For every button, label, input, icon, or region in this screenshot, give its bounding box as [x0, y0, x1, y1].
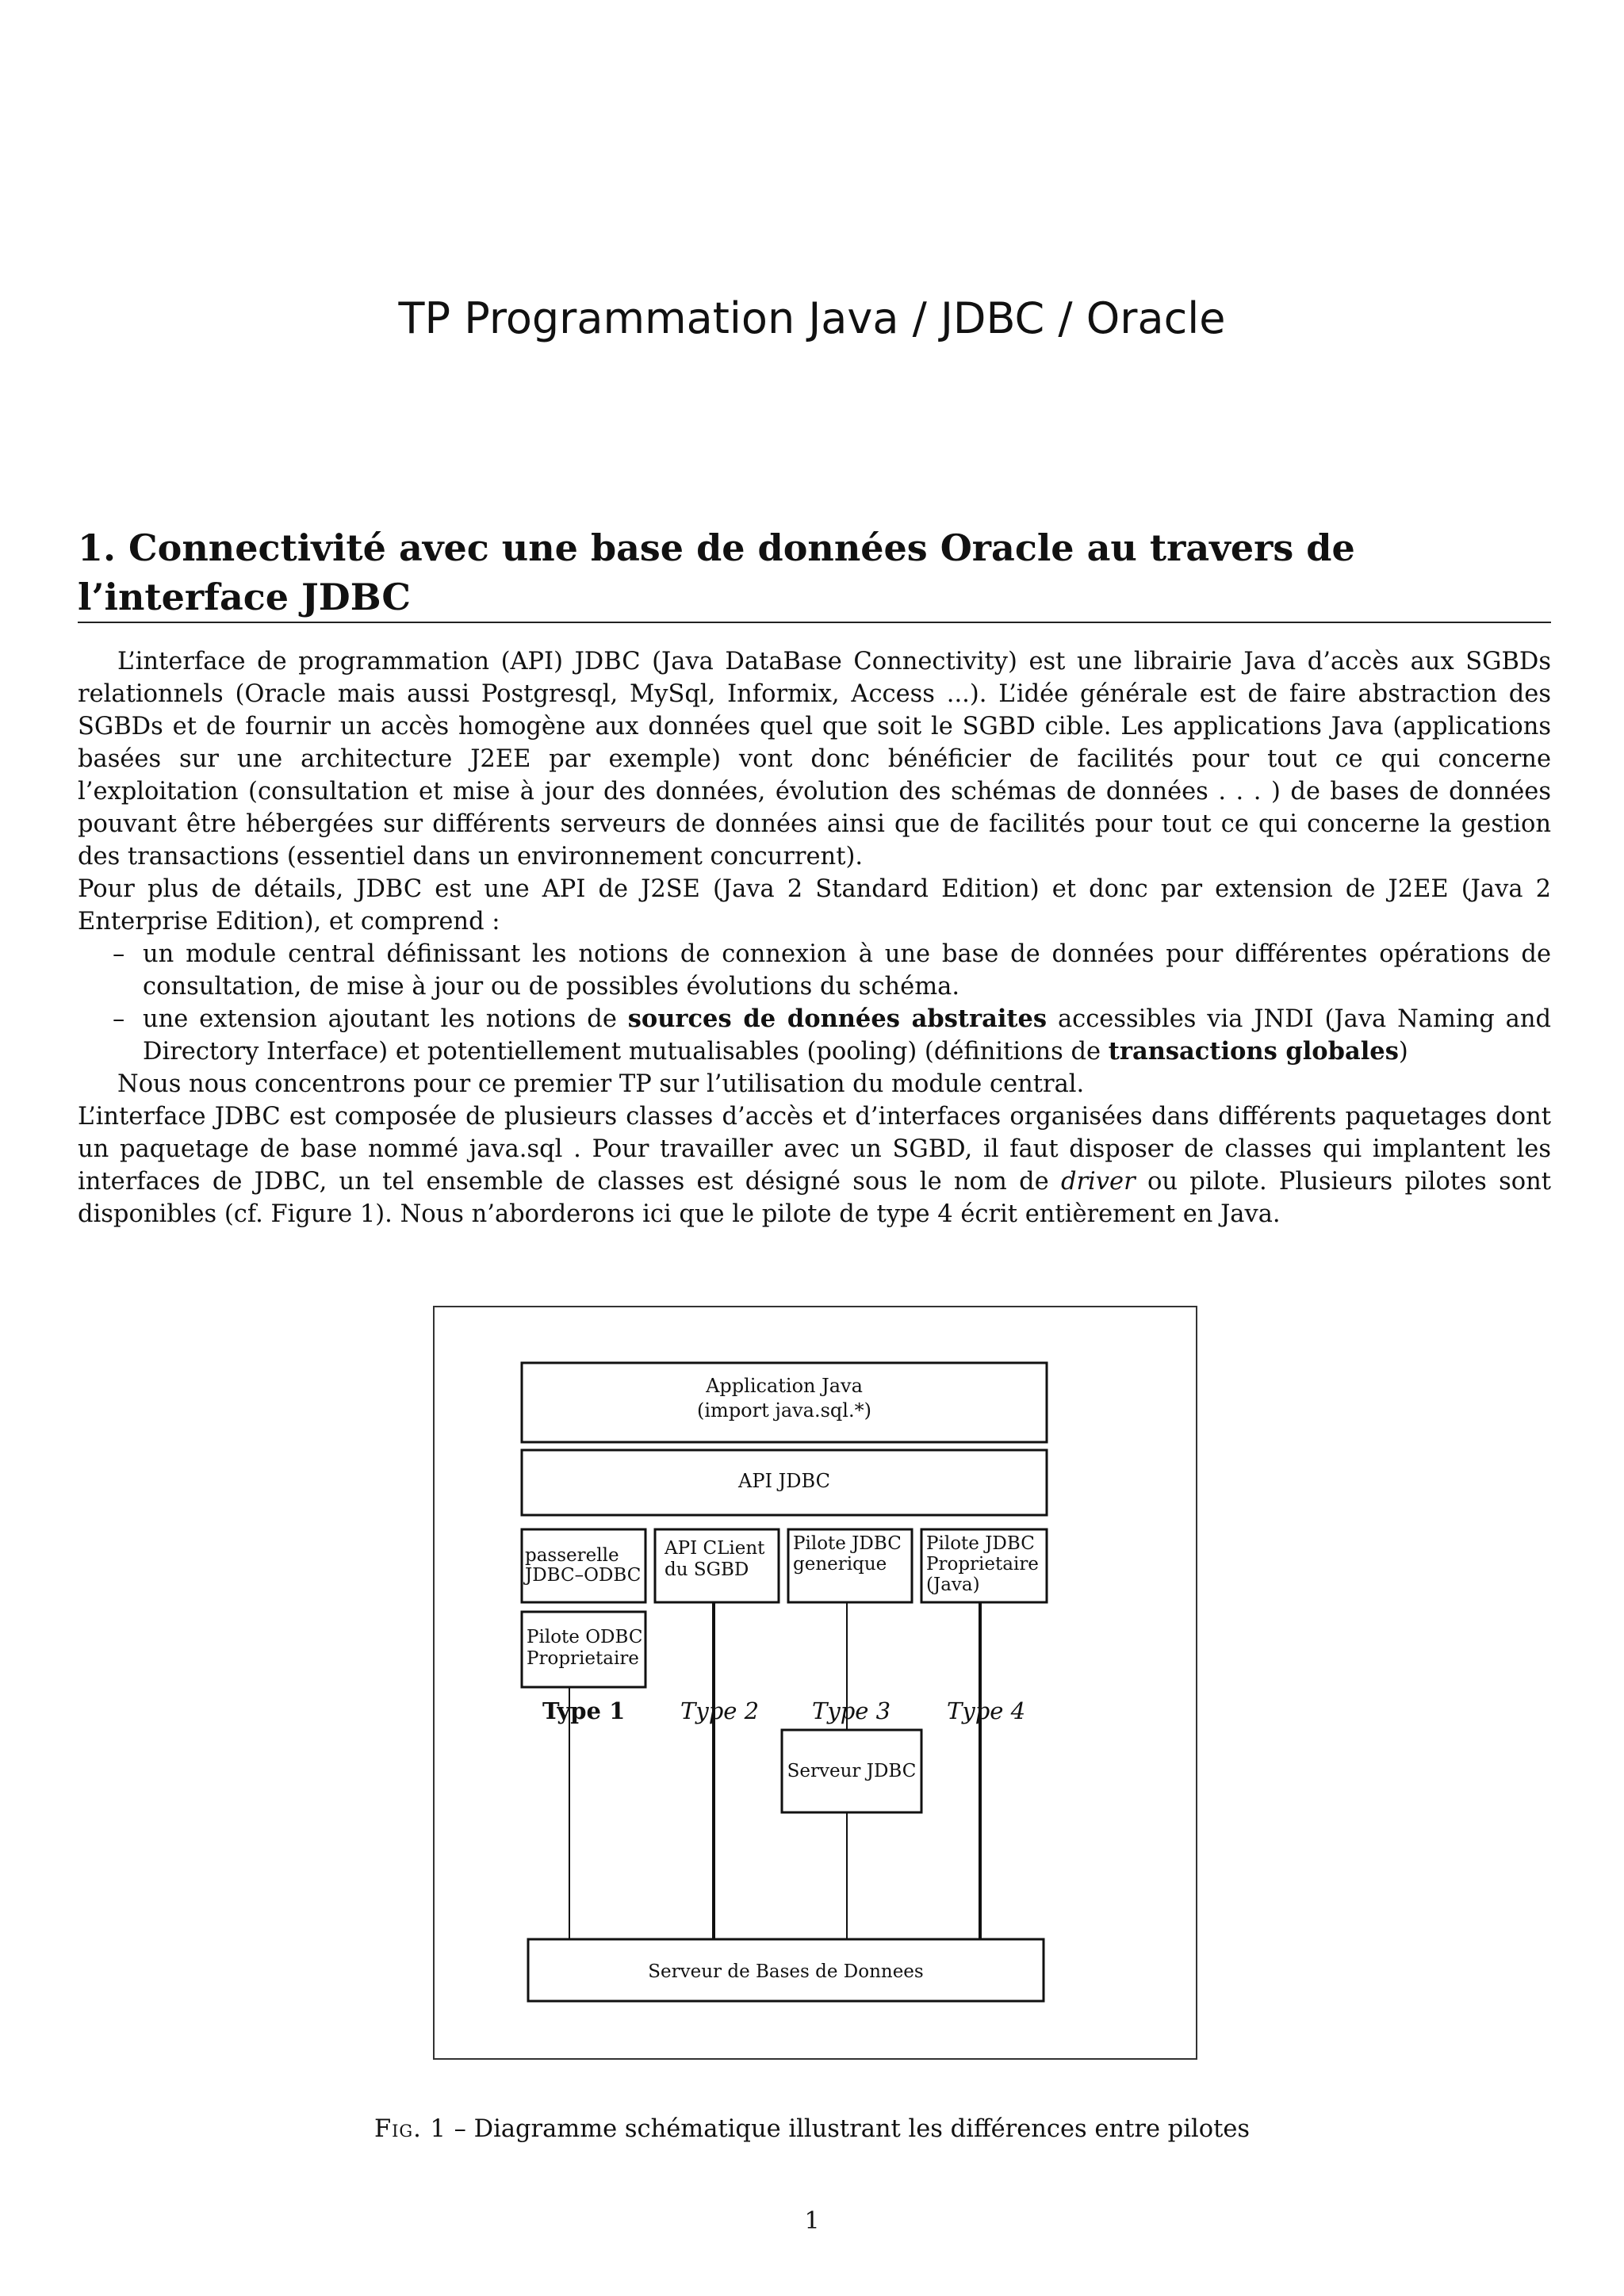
pilote-prop-label-1: Pilote JDBC [926, 1533, 1035, 1554]
list-dash: – [113, 1005, 125, 1033]
paragraph-text: L’interface JDBC est composée de plusieurs classes d’accès et d’interfaces organisées dans différents paquetages dont un paquetage de base nommé java.sql . Pour travailler avec un SGBD, il faut disposer de classes qui implantent les interfaces de JDBC, un tel ensemble de classes est désigné sous le nom de [78, 1103, 1551, 1196]
pilote-prop-label-2: Proprietaire [926, 1554, 1039, 1575]
figure-frame [433, 1306, 1197, 2060]
api-jdbc-label: API JDBC [738, 1470, 830, 1492]
list-item-text: accessibles via JNDI (Java Naming and Directory Interface) et potentiellement mutualisables (pooling) (définitions de [143, 1005, 1551, 1066]
jdbc-driver-diagram [435, 1307, 1199, 2061]
heading-rule [78, 622, 1551, 623]
type2-label: Type 2 [680, 1697, 760, 1724]
list-dash: – [113, 940, 125, 968]
serveur-bd-label: Serveur de Bases de Donnees [648, 1961, 924, 1982]
section-heading: 1. Connectivité avec une base de données Oracle au travers de l’interface JDBC [78, 526, 1355, 618]
bold-term: transactions globales [1108, 1037, 1399, 1066]
list-item-text: un module central définissant les notions de connexion à une base de données pour différentes opérations de consultation, de mise à jour ou de possibles évolutions du schéma. [143, 940, 1551, 1001]
body-text [78, 645, 1551, 1230]
type1-label: Type 1 [542, 1697, 626, 1724]
caption-separator: – [446, 2115, 474, 2143]
api-client-label-2: du SGBD [665, 1559, 749, 1580]
serveur-jdbc-label: Serveur JDBC [787, 1761, 917, 1781]
passerelle-label-2: JDBC–ODBC [525, 1565, 642, 1586]
caption-text: Diagramme schématique illustrant les différences entre pilotes [473, 2115, 1251, 2143]
page-number: 1 [804, 2207, 820, 2235]
figure-caption [0, 2115, 1624, 2143]
list-item [78, 1003, 1551, 1068]
app-label-1: Application Java [706, 1375, 863, 1397]
paragraph-details: Pour plus de détails, JDBC est une API de J2SE (Java 2 Standard Edition) et donc par extension de J2EE (Java 2 Enterprise Edition), et comprend : [78, 875, 1551, 936]
paragraph-text: ou pilote. Plusieurs pilotes sont disponibles (cf. Figure 1). Nous n’aborderons ici que le pilote de type 4 écrit entièrement en Java. [78, 1168, 1551, 1228]
pilote-gen-label-1: Pilote JDBC [793, 1533, 902, 1554]
caption-label: Fig. 1 [373, 2115, 446, 2143]
paragraph-drivers [78, 1100, 1551, 1230]
list-item [78, 938, 1551, 1003]
type3-label: Type 3 [812, 1697, 891, 1724]
bold-term: sources de données abstraites [627, 1004, 1048, 1033]
paragraph-intro: L’interface de programmation (API) JDBC (Java DataBase Connectivity) est une librairie Java d’accès aux SGBDs relationnels (Oracle mais aussi Postgresql, MySql, Informix, Access ...). L’idée générale est de faire abstraction des SGBDs et de fournir un accès homogène aux données quel que soit le SGBD cible. Les applications Java (applications basées sur une architecture J2EE par exemple) vont donc bénéficier de facilités pour tout ce qui concerne l’exploitation (consultation et mise à jour des données, évolution des schémas de données . . . ) de bases de données pouvant être hébergées sur différents serveurs de données ainsi que de facilités pour tout ce qui concerne la gestion des transactions (essentiel dans un environnement concurrent). [78, 648, 1551, 871]
list-item-text: ) [1398, 1038, 1408, 1066]
odbc-label-1: Pilote ODBC [527, 1627, 643, 1647]
italic-term: driver [1060, 1168, 1136, 1196]
pilote-gen-label-2: generique [793, 1554, 887, 1575]
list-item-text: une extension ajoutant les notions de [143, 1005, 628, 1033]
pilote-prop-label-3: (Java) [926, 1575, 980, 1595]
passerelle-label-1: passerelle [525, 1545, 619, 1566]
odbc-label-2: Proprietaire [527, 1648, 639, 1669]
paragraph-focus: Nous nous concentrons pour ce premier TP sur l’utilisation du module central. [117, 1070, 1085, 1098]
page-title: TP Programmation Java / JDBC / Oracle [398, 293, 1226, 343]
feature-list [78, 938, 1551, 1068]
type4-label: Type 4 [947, 1697, 1026, 1724]
app-label-2: (import java.sql.*) [697, 1399, 871, 1422]
api-client-label-1: API CLient [665, 1538, 765, 1559]
